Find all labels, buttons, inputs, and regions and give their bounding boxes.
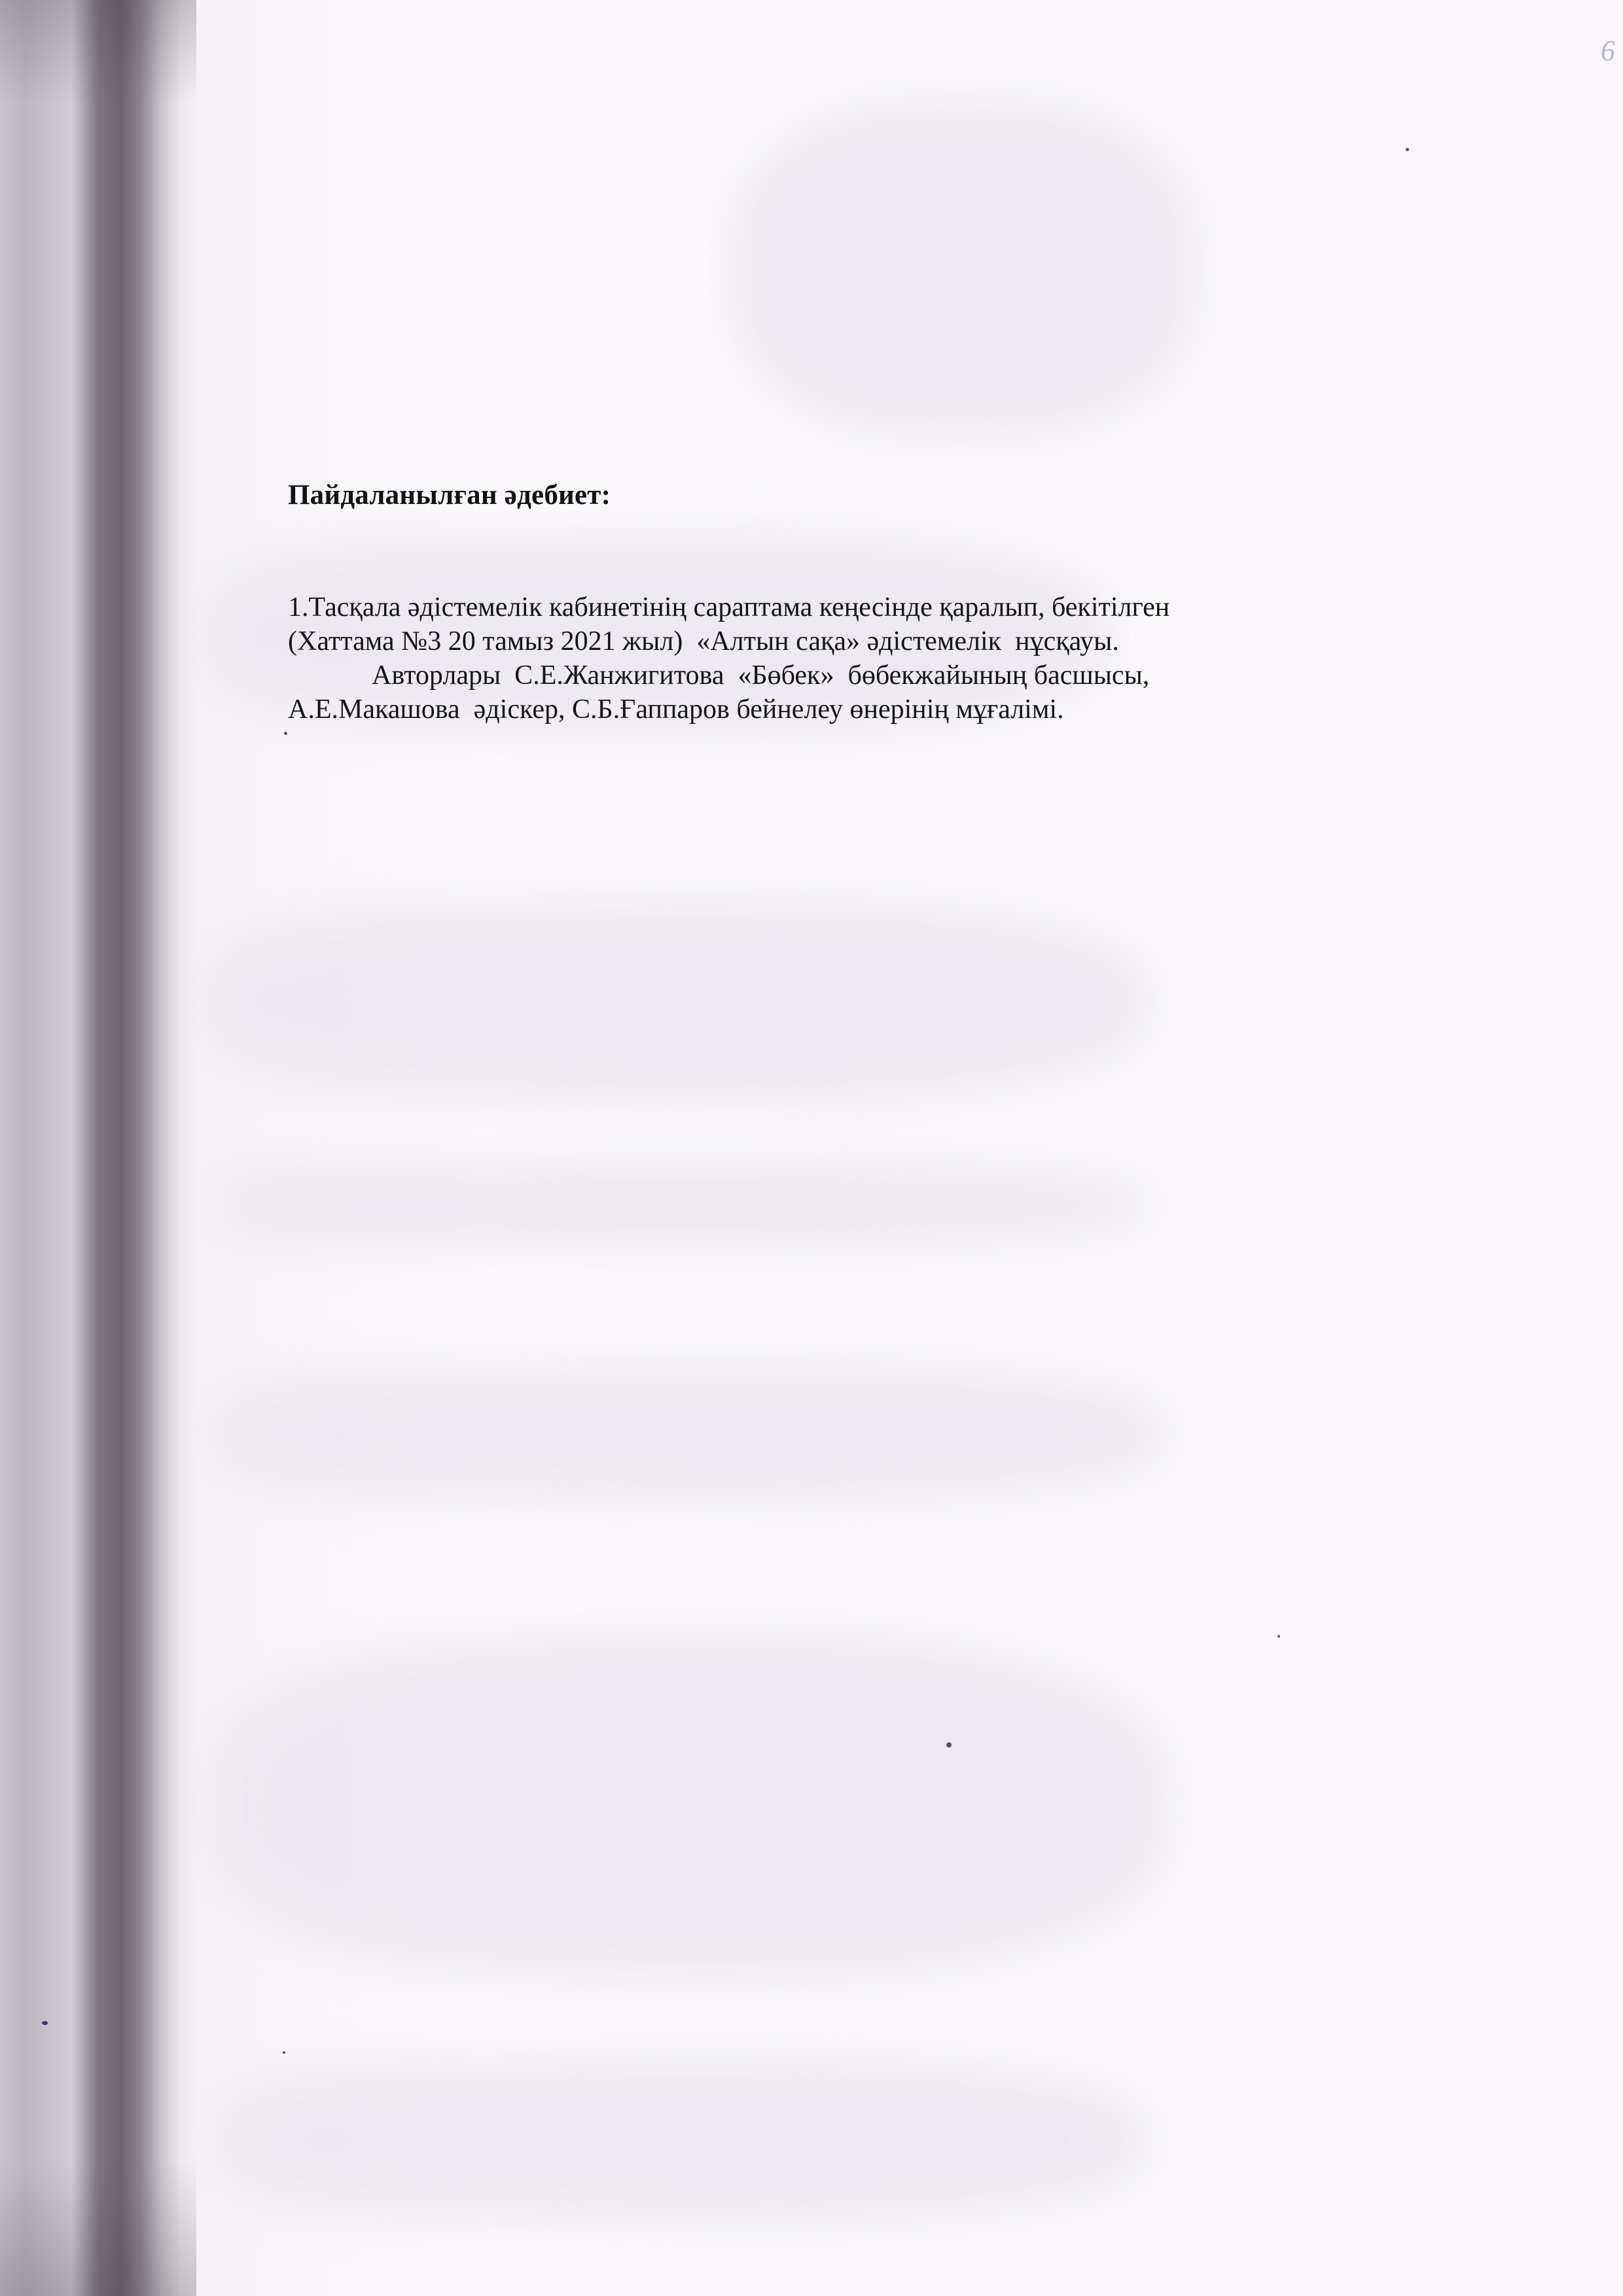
bleed-through xyxy=(229,2062,1145,2219)
scan-speck xyxy=(284,732,287,735)
scan-speck xyxy=(1277,1635,1280,1638)
reference-line: А.Е.Макашова әдіскер, С.Б.Ғаппаров бейнелеу өнерінің мұғалімі. xyxy=(288,694,1064,725)
scan-speck xyxy=(283,2051,285,2054)
reference-line: (Хаттама №3 20 тамыз 2021 жыл) «Алтын сақа» әдістемелік нұсқауы. xyxy=(288,626,1119,656)
scan-speck xyxy=(1406,148,1409,151)
bleed-through xyxy=(733,105,1191,432)
page-corner-mark: 6 xyxy=(1601,35,1615,67)
page-title: Пайдаланылған әдебиет: xyxy=(288,480,611,511)
bleed-through xyxy=(223,1165,1152,1244)
reference-line: Авторлары С.Е.Жанжигитова «Бөбек» бөбекжайының басшысы, xyxy=(372,660,1150,691)
scan-speck xyxy=(42,2021,48,2025)
reference-line: 1.Тасқала әдістемелік кабинетінің сараптама кеңесінде қаралып, бекітілген xyxy=(288,592,1170,622)
reference-entry xyxy=(288,590,1531,726)
bleed-through xyxy=(223,1368,1165,1499)
bleed-through xyxy=(223,1636,1165,1977)
binding-shadow xyxy=(0,0,196,2296)
scan-speck xyxy=(946,1742,952,1748)
bleed-through xyxy=(216,903,1145,1100)
